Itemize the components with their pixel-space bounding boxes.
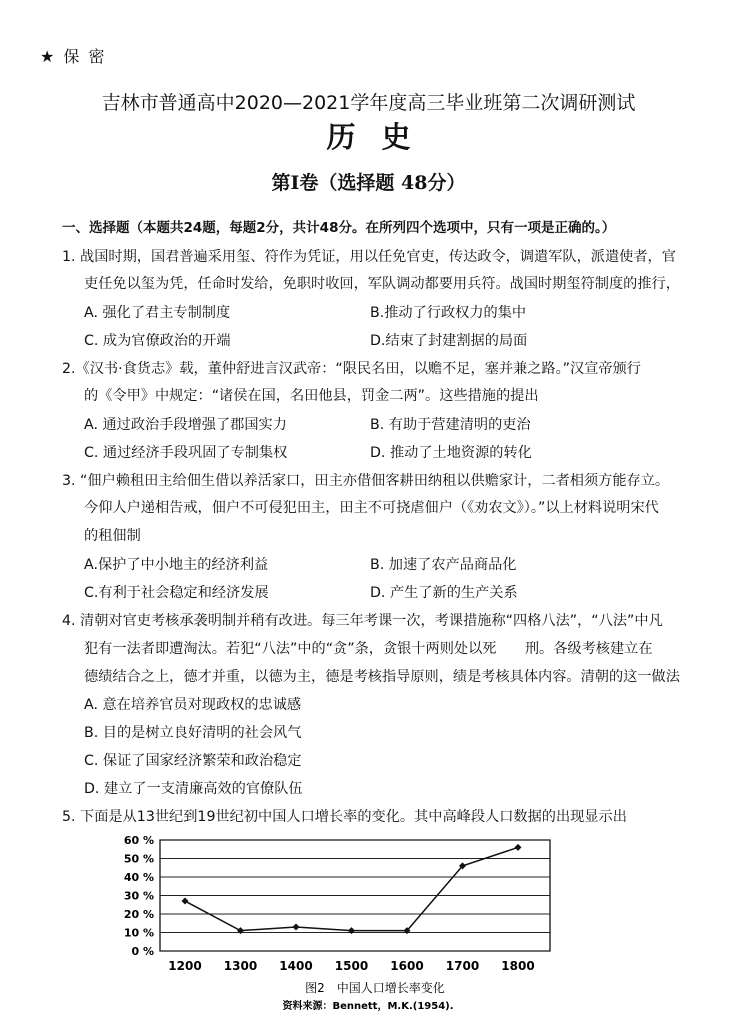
q3-line2: 今仰人户递相告戒，佃户不可侵犯田主，田主不可挠虐佃户（《劝农文》）。”以上材料说明宋代 <box>84 500 659 516</box>
subject-title: 历史 <box>326 120 437 154</box>
y-tick-label: 60 % <box>123 834 154 847</box>
data-point <box>182 898 189 905</box>
q2-option-b: B. 有助于营建清明的吏治 <box>370 417 531 433</box>
q2-line1: 2.《汉书·食货志》载，董仲舒进言汉武帝：“限民名田，以赡不足，塞并兼之路。”汉宣帝颁行 <box>62 361 641 377</box>
section-instructions: 一、选择题（本题共24题，每题2分，共计48分。在所列四个选项中，只有一项是正确的。） <box>62 220 616 236</box>
x-axis-ticks <box>168 959 534 973</box>
q4-line1: 4. 清朝对官吏考核承袭明制并稍有改进。每三年考课一次，考课措施称“四格八法”，“八法”中凡 <box>62 613 663 629</box>
population-growth-chart <box>110 828 560 1018</box>
q3-option-b: B. 加速了农产品商品化 <box>370 557 517 573</box>
y-tick-label: 50 % <box>123 852 154 866</box>
x-tick-label: 1200 <box>168 959 202 973</box>
y-axis-ticks <box>124 834 154 958</box>
y-tick-label: 20 % <box>123 908 154 921</box>
x-tick-label: 1600 <box>390 959 424 973</box>
data-point <box>348 927 355 934</box>
chart-series <box>182 844 522 934</box>
y-tick-label: 40 % <box>123 871 154 884</box>
q3-option-d: D. 产生了新的生产关系 <box>370 585 518 601</box>
q3-option-c: C.有利于社会稳定和经济发展 <box>84 585 269 601</box>
q4-option-b: B. 目的是树立良好清明的社会风气 <box>84 725 302 741</box>
q4-line3: 德绩结合之上，德才并重，以德为主，德是考核指导原则，绩是考核具体内容。清朝的这一做法 <box>84 669 680 685</box>
q3-line1: 3. “佃户赖租田主给佃生借以养活家口，田主亦借佃客耕田纳租以供赡家计，二者相须方能存立。 <box>62 473 670 489</box>
q1-option-a: A. 强化了君主专制制度 <box>84 305 231 321</box>
q5-line1: 5. 下面是从13世纪到19世纪初中国人口增长率的变化。其中高峰段人口数据的出现显示出 <box>62 809 627 825</box>
q3-option-a: A.保护了中小地主的经济利益 <box>84 557 269 573</box>
q3-line3: 的租佃制 <box>84 528 141 544</box>
q4-option-c: C. 保证了国家经济繁荣和政治稳定 <box>84 753 302 769</box>
q1-line2: 吏任免以玺为凭，任命时发给，免职时收回，军队调动都要用兵符。战国时期玺符制度的推行， <box>84 276 680 292</box>
x-tick-label: 1800 <box>501 959 535 973</box>
q1-option-b: B.推动了行政权力的集中 <box>370 305 527 321</box>
y-tick-label: 10 % <box>123 926 154 940</box>
data-point <box>515 844 522 851</box>
chart-source: 资料来源：Bennett，M.K.(1954). <box>282 1001 454 1012</box>
q2-option-d: D. 推动了土地资源的转化 <box>370 445 532 461</box>
x-tick-label: 1300 <box>223 959 258 973</box>
data-point <box>293 923 300 930</box>
series-line <box>185 847 518 930</box>
q1-line1: 1. 战国时期，国君普遍采用玺、符作为凭证，用以任免官吏，传达政令，调遣军队，派遣使者，官 <box>62 249 676 265</box>
q4-option-a: A. 意在培养官员对现政权的忠诚感 <box>84 697 302 713</box>
q2-option-a: A. 通过政治手段增强了郡国实力 <box>84 417 287 433</box>
exam-title: 吉林市普通高中2020—2021学年度高三毕业班第二次调研测试 <box>101 92 636 114</box>
q4-option-d: D. 建立了一支清廉高效的官僚队伍 <box>84 781 303 797</box>
q1-option-d: D.结束了封建割据的局面 <box>370 333 528 349</box>
q2-option-c: C. 通过经济手段巩固了专制集权 <box>84 445 288 461</box>
q2-line2: 的《令甲》中规定：“诸侯在国，名田他县，罚金二两”。这些措施的提出 <box>84 388 539 404</box>
y-tick-label: 30 % <box>123 889 154 903</box>
x-tick-label: 1500 <box>334 959 369 973</box>
data-point <box>237 927 244 934</box>
q4-line2: 犯有一法者即遭淘汰。若犯“八法”中的“贪”条，贪银十两则处以死 刑。各级考核建立在 <box>84 641 653 657</box>
x-tick-label: 1700 <box>445 959 480 973</box>
confidential-mark: ★ 保 密 <box>40 47 107 66</box>
q1-option-c: C. 成为官僚政治的开端 <box>84 333 231 349</box>
y-tick-label: 0 % <box>131 945 154 958</box>
chart-caption: 图2 中国人口增长率变化 <box>305 981 445 995</box>
x-tick-label: 1400 <box>279 959 313 973</box>
volume-title: 第Ⅰ卷（选择题 48分） <box>271 172 466 194</box>
